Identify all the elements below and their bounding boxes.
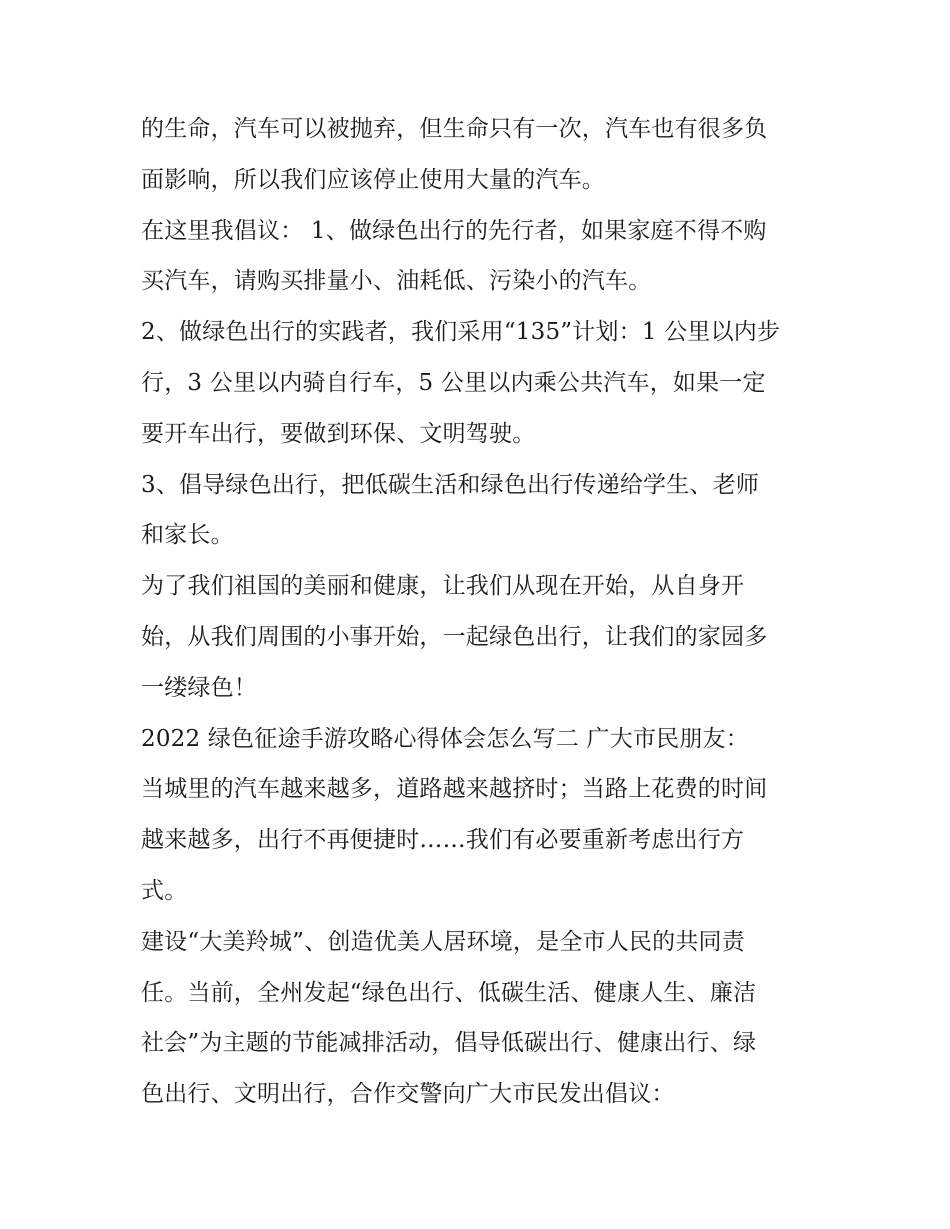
text-line: 任。当前，全州发起“绿色出行、低碳生活、健康人生、廉洁 (141, 979, 757, 1006)
text-line: 买汽车，请购买排量小、油耗低、污染小的汽车。 (141, 268, 652, 295)
text-line: 3、倡导绿色出行，把低碳生活和绿色出行传递给学生、老师 (141, 471, 760, 498)
text-line: 为了我们祖国的美丽和健康，让我们从现在开始，从自身开 (141, 573, 745, 600)
text-line: 面影响，所以我们应该停止使用大量的汽车。 (141, 166, 605, 193)
text-line: 的生命，汽车可以被抛弃，但生命只有一次，汽车也有很多负 (141, 116, 768, 142)
text-line: 和家长。 (141, 522, 234, 549)
text-line: 式。 (141, 877, 188, 904)
text-line: 2、做绿色出行的实践者，我们采用“135”计划：1 公里以内步 (141, 319, 781, 346)
text-line: 当城里的汽车越来越多，道路越来越挤时；当路上花费的时间 (141, 776, 768, 803)
text-line: 一缕绿色！ (141, 674, 257, 701)
text-line: 始，从我们周围的小事开始，一起绿色出行，让我们的家园多 (141, 623, 768, 650)
text-line: 要开车出行，要做到环保、文明驾驶。 (141, 420, 536, 447)
text-line: 行，3 公里以内骑自行车，5 公里以内乘公共汽车，如果一定 (141, 369, 766, 396)
text-line: 越来越多，出行不再便捷时……我们有必要重新考虑出行方 (141, 827, 745, 854)
section-heading-line: 2022 绿色征途手游攻略心得体会怎么写二 广大市民朋友： (141, 725, 749, 752)
text-line: 色出行、文明出行，合作交警向广大市民发出倡议： (141, 1081, 675, 1108)
document-body (141, 104, 821, 1120)
text-line: 社会”为主题的节能减排活动，倡导低碳出行、健康出行、绿 (141, 1030, 757, 1057)
text-line: 建设“大美羚城”、创造优美人居环境，是全市人民的共同责 (141, 928, 745, 955)
text-line: 在这里我倡议： 1、做绿色出行的先行者，如果家庭不得不购 (141, 217, 767, 244)
